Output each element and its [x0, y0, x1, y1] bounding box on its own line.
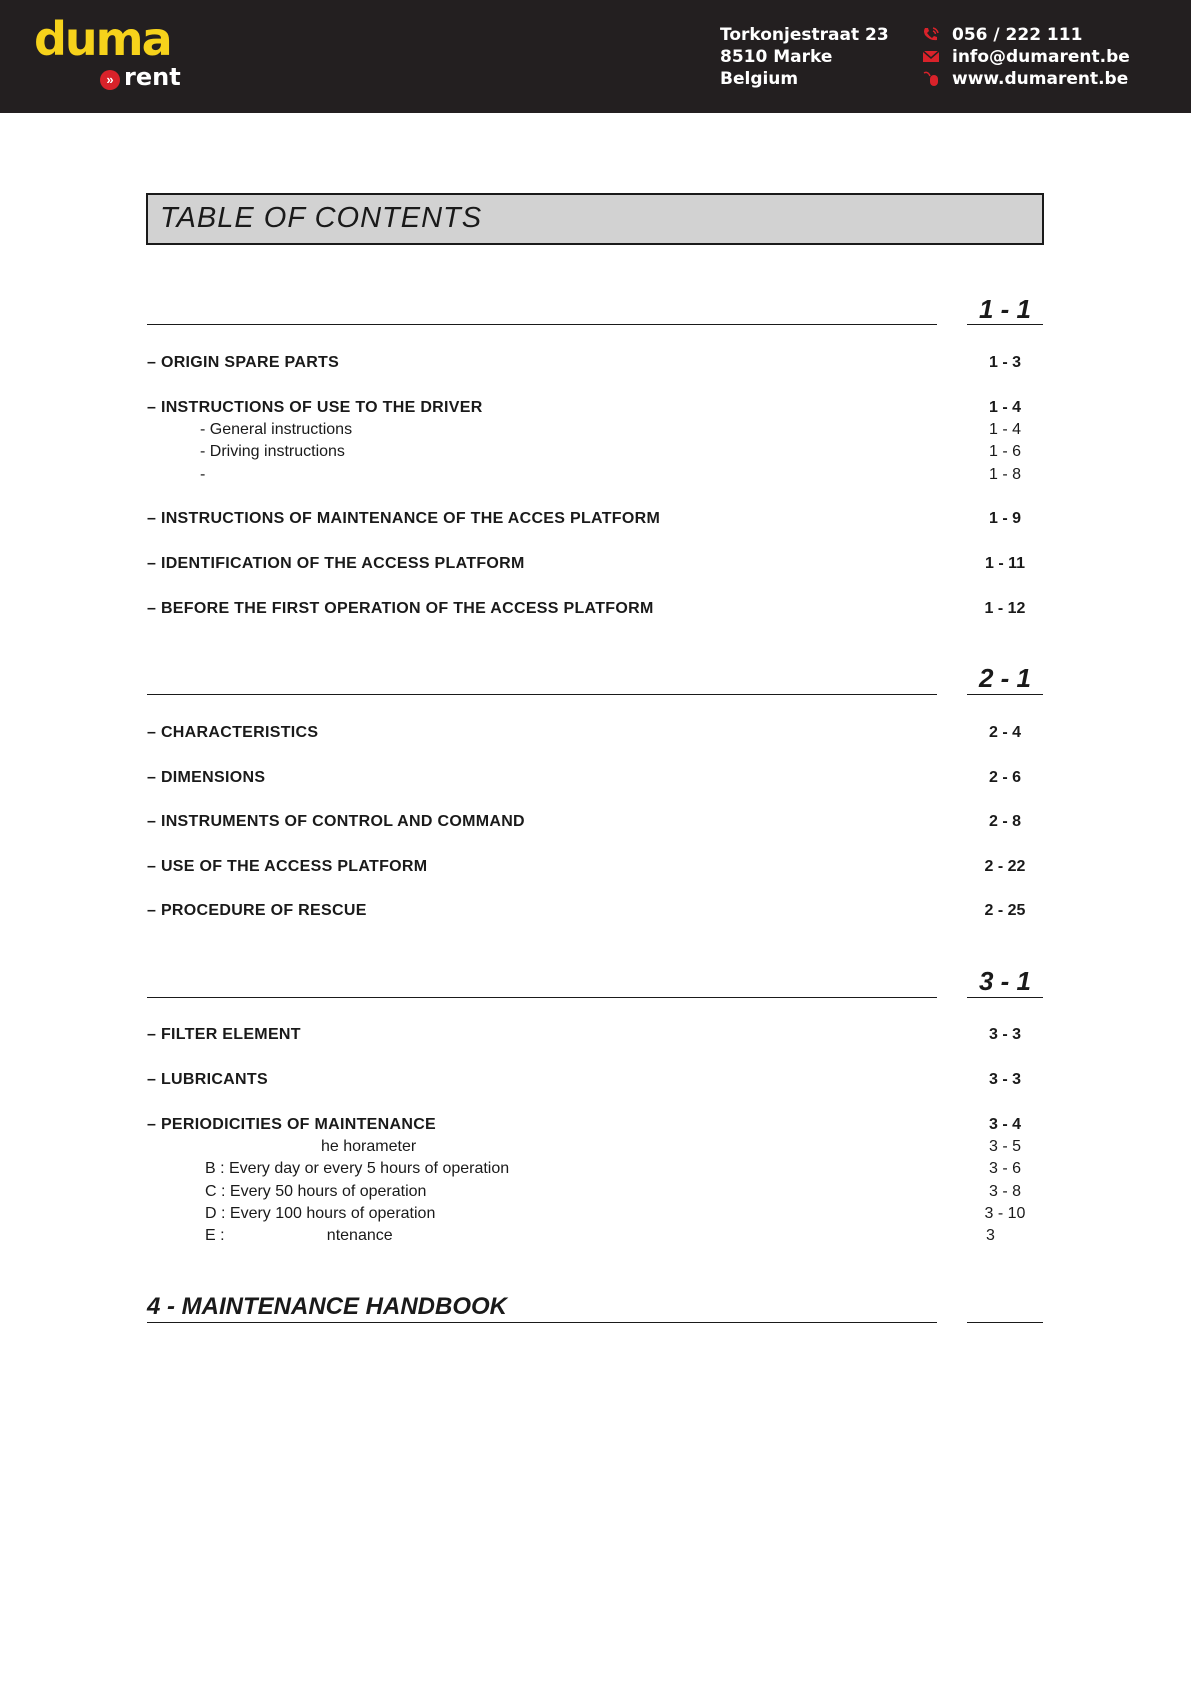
toc-entry[interactable] — [147, 510, 1047, 532]
toc-entry-page: 1 - 4 — [988, 399, 1021, 416]
contact-website-text[interactable]: www.dumarent.be — [952, 69, 1129, 89]
toc-entry[interactable] — [147, 1071, 1047, 1093]
toc-subentry-page: 1 - 8 — [988, 466, 1021, 483]
toc-subentry-page: 3 - 10 — [984, 1205, 1026, 1222]
section-page-rule — [967, 694, 1043, 695]
toc-entry-page: 1 - 9 — [988, 510, 1021, 527]
toc-entry-label: – DIMENSIONS — [147, 769, 266, 786]
toc-entry-label: – CHARACTERISTICS — [147, 724, 319, 741]
phone-icon — [922, 27, 940, 42]
toc-subentry-page: 3 — [986, 1227, 995, 1244]
toc-entry[interactable] — [147, 399, 1047, 421]
logo-duma-text: duma — [34, 12, 171, 66]
address-city: 8510 Marke — [720, 47, 833, 67]
toc-entry-page: 2 - 8 — [988, 813, 1021, 830]
section-title-text: 4 - MAINTENANCE HANDBOOK — [147, 1293, 507, 1320]
toc-title-box — [146, 193, 1044, 245]
toc-entry-label: – ORIGIN SPARE PARTS — [147, 354, 340, 371]
toc-entry[interactable] — [147, 813, 1047, 835]
toc-entry[interactable] — [147, 354, 1047, 376]
toc-subentry-label[interactable]: he horameter — [321, 1138, 417, 1155]
toc-subentry-label[interactable]: D : Every 100 hours of operation — [205, 1205, 436, 1222]
toc-entry-label: – BEFORE THE FIRST OPERATION OF THE ACCESS PLATFORM — [147, 600, 654, 617]
toc-entry-label: – FILTER ELEMENT — [147, 1026, 301, 1043]
address-country: Belgium — [720, 69, 799, 89]
section-page-rule — [967, 324, 1043, 325]
logo-rent-text: rent — [124, 63, 181, 91]
toc-entry-page: 2 - 22 — [984, 858, 1026, 875]
toc-entry-label: – PROCEDURE OF RESCUE — [147, 902, 367, 919]
toc-subentry-label[interactable]: B : Every day or every 5 hours of operation — [205, 1160, 510, 1177]
contact-email-text[interactable]: info@dumarent.be — [952, 47, 1130, 67]
toc-entry[interactable] — [147, 1116, 1047, 1138]
toc-entry-page: 3 - 4 — [988, 1116, 1021, 1133]
toc-subentry-label[interactable]: C : Every 50 hours of operation — [205, 1183, 427, 1200]
toc-entry-page: 2 - 25 — [984, 902, 1026, 919]
toc-entry-label: – PERIODICITIES OF MAINTENANCE — [147, 1116, 437, 1133]
toc-subentry-label[interactable]: E : ntenance — [205, 1227, 393, 1244]
section-page: 1 - 1 — [978, 294, 1032, 324]
toc-subentry-page: 3 - 6 — [988, 1160, 1021, 1177]
address-street: Torkonjestraat 23 — [720, 25, 889, 45]
toc-entry[interactable] — [147, 1026, 1047, 1048]
toc-entry[interactable] — [147, 902, 1047, 924]
toc-entry-page: 1 - 12 — [984, 600, 1026, 617]
toc-entry-page: 3 - 3 — [988, 1071, 1021, 1088]
toc-subentry-page: 1 - 6 — [988, 443, 1021, 460]
toc-entry-page: 1 - 11 — [984, 555, 1026, 572]
toc-entry-label: – LUBRICANTS — [147, 1071, 268, 1088]
contact-phone — [920, 24, 1130, 46]
section-page-rule — [967, 1322, 1043, 1323]
section-title — [147, 1293, 507, 1321]
toc-entry-page: 3 - 3 — [988, 1026, 1021, 1043]
toc-entry[interactable] — [147, 555, 1047, 577]
toc-entry[interactable] — [147, 600, 1047, 622]
toc-entry-label: – INSTRUMENTS OF CONTROL AND COMMAND — [147, 813, 525, 830]
mouse-icon — [922, 71, 940, 86]
contact-email[interactable] — [920, 46, 1130, 68]
toc-entry-page: 1 - 3 — [988, 354, 1021, 371]
toc-entry-label: – INSTRUCTIONS OF USE TO THE DRIVER — [147, 399, 483, 416]
toc-entry-label: – IDENTIFICATION OF THE ACCESS PLATFORM — [147, 555, 525, 572]
duma-rent-logo — [34, 12, 184, 98]
company-address — [720, 24, 889, 90]
toc-subentry-page: 3 - 8 — [988, 1183, 1021, 1200]
section-rule — [147, 324, 937, 325]
toc-subentry-label[interactable]: - General instructions — [200, 421, 353, 438]
logo-arrow-icon: » — [100, 70, 120, 90]
toc-entry-label: – INSTRUCTIONS OF MAINTENANCE OF THE ACCES PLATFORM — [147, 510, 661, 527]
company-contacts — [920, 24, 1130, 90]
toc-entry[interactable] — [147, 769, 1047, 791]
toc-subentry-page: 1 - 4 — [988, 421, 1021, 438]
toc-entry[interactable] — [147, 858, 1047, 880]
envelope-icon — [922, 49, 940, 64]
toc-entry-page: 2 - 6 — [988, 769, 1021, 786]
page-header — [0, 0, 1191, 113]
section-rule — [147, 1322, 937, 1323]
toc-entry-page: 2 - 4 — [988, 724, 1021, 741]
toc-subentry-page: 3 - 5 — [988, 1138, 1021, 1155]
section-page: 3 - 1 — [978, 966, 1032, 996]
toc-subentry-label[interactable]: - Driving instructions — [200, 443, 345, 460]
toc-entry-label: – USE OF THE ACCESS PLATFORM — [147, 858, 428, 875]
section-rule — [147, 694, 937, 695]
section-page: 2 - 1 — [978, 663, 1032, 693]
section-rule — [147, 997, 937, 998]
page-title: TABLE OF CONTENTS — [160, 202, 483, 234]
contact-phone-text: 056 / 222 111 — [952, 25, 1083, 45]
toc-subentry-label[interactable]: - — [200, 466, 206, 483]
section-page-rule — [967, 997, 1043, 998]
toc-entry[interactable] — [147, 724, 1047, 746]
contact-website[interactable] — [920, 68, 1130, 90]
